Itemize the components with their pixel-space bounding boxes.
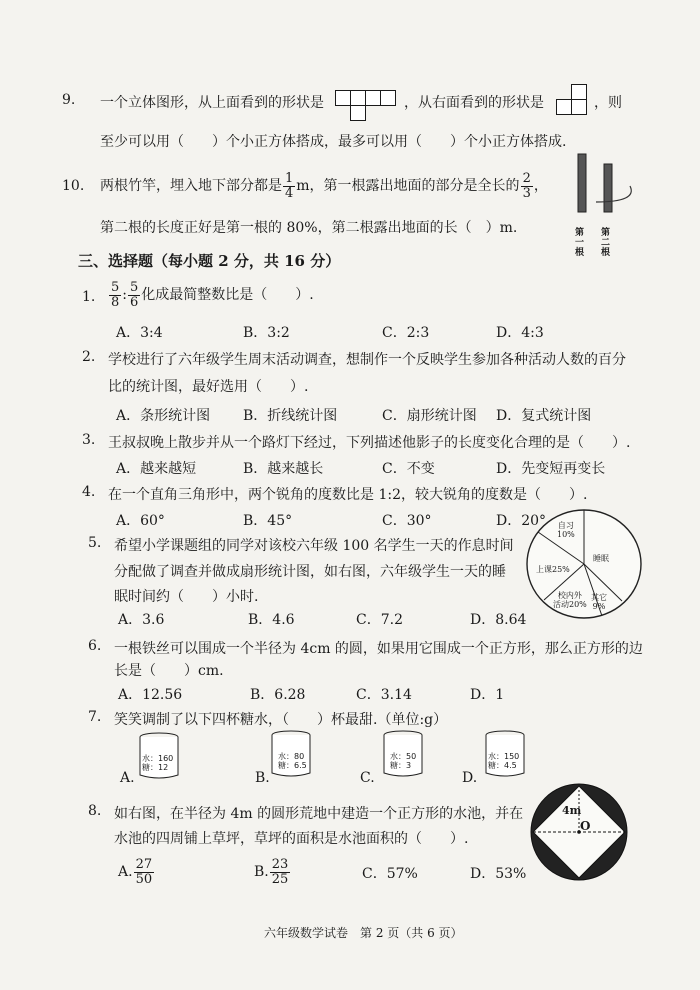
- c7-option-c[interactable]: C.: [360, 770, 375, 786]
- c8-option-a[interactable]: A. $\frac{27}{50}$: [118, 856, 153, 887]
- radius-label: 4m: [562, 804, 582, 817]
- pole-2: [604, 164, 612, 212]
- c8-option-b[interactable]: B. $\frac{23}{25}$: [254, 856, 289, 887]
- c5-line1: 希望小学课题组的同学对该校六年级 100 名学生一天的作息时间: [114, 538, 514, 554]
- c5-option-b[interactable]: B．4.6: [248, 612, 295, 628]
- cup-b-water: 水：80: [278, 752, 305, 761]
- cup-b: [270, 730, 312, 778]
- q10-line1: [100, 170, 548, 202]
- cup-d-water: 水：150: [488, 752, 520, 761]
- c1-stem: $\frac{5}{8}$ : $\frac{5}{6}$ 化成最简整数比是（ ）.: [111, 279, 314, 310]
- c8-option-c[interactable]: C．57%: [362, 866, 418, 882]
- c6-option-d[interactable]: D．1: [470, 687, 505, 703]
- c3-number: 3.: [82, 432, 96, 448]
- c2-line1: 学校进行了六年级学生周末活动调查，想制作一个反映学生参加各种活动人数的百分: [108, 352, 626, 368]
- c2-option-c[interactable]: C．扇形统计图: [382, 408, 477, 424]
- pie-label-activity: 校内外 活动20%: [553, 591, 587, 609]
- c5-line3: 眠时间约（ ）小时.: [114, 589, 259, 605]
- c4-option-d[interactable]: D．20°: [496, 513, 547, 529]
- q9-text-c: ，则: [594, 95, 622, 111]
- pie-label-other: 其它 9%: [591, 593, 607, 611]
- c1-option-a[interactable]: A．3:4: [116, 325, 163, 341]
- pie-label-self-study: 自习 10%: [557, 521, 575, 539]
- center-label: O: [580, 819, 591, 833]
- c5-option-a[interactable]: A．3.6: [118, 612, 165, 628]
- c2-option-b[interactable]: B．折线统计图: [243, 408, 338, 424]
- c7-option-a[interactable]: A.: [120, 770, 135, 786]
- cup-c-sugar: 糖：3: [390, 761, 412, 770]
- c7-number: 7.: [88, 709, 102, 725]
- c4-number: 4.: [82, 484, 96, 500]
- c7-option-b[interactable]: B.: [255, 770, 270, 786]
- page-footer: 六年级数学试卷 第 2 页（共 6 页）: [264, 926, 463, 940]
- c8-option-d[interactable]: D．53%: [470, 866, 527, 882]
- fraction-five-eighths: $\frac{5}{8}$: [111, 279, 120, 310]
- pole-1: [578, 154, 586, 212]
- q9-text-b: ，从右面看到的形状是: [404, 95, 544, 111]
- c4-option-c[interactable]: C．30°: [382, 513, 432, 529]
- cup-b-sugar: 糖：6.5: [278, 761, 307, 770]
- circle-square-figure: [527, 782, 631, 882]
- cup-d-sugar: 糖：4.5: [488, 761, 517, 770]
- cup-c: [382, 730, 424, 778]
- c1-option-b[interactable]: B．3:2: [243, 325, 290, 341]
- c3-option-d[interactable]: D．先变短再变长: [496, 461, 606, 477]
- q9-text-a: 一个立体图形，从上面看到的形状是: [100, 95, 324, 111]
- fraction-one-quarter: $\frac{1}{4}$: [285, 170, 294, 201]
- pie-label-class: 上课25%: [536, 565, 570, 574]
- q9-line2: 至少可以用（ ）个小正方体搭成，最多可以用（ ）个小正方体搭成.: [100, 134, 567, 150]
- c6-option-c[interactable]: C．3.14: [356, 687, 412, 703]
- cup-c-water: 水：50: [390, 752, 417, 761]
- fraction-23-25: $\frac{23}{25}$: [271, 856, 289, 887]
- q9-number: 9.: [62, 92, 76, 108]
- c7-option-d[interactable]: D.: [462, 770, 478, 786]
- c5-option-d[interactable]: D．8.64: [470, 612, 527, 628]
- pole-2-label: 第二根: [601, 228, 611, 258]
- right-view-figure: [556, 84, 590, 118]
- c8-number: 8.: [88, 803, 102, 819]
- c2-option-d[interactable]: D．复式统计图: [496, 408, 592, 424]
- c2-line2: 比的统计图，最好选用（ ）.: [108, 379, 309, 395]
- c7-line1: 笑笑调制了以下四杯糖水，（ ）杯最甜.（单位:g）: [114, 712, 448, 728]
- fraction-27-50: $\frac{27}{50}$: [135, 856, 153, 887]
- q10-text-b: m，第一根露出地面的部分是全长的: [296, 178, 520, 194]
- c6-line1: 一根铁丝可以围成一个半径为 4cm 的圆，如果用它围成一个正方形，那么正方形的边: [114, 641, 643, 657]
- pie-label-sleep: 睡眠: [593, 554, 609, 563]
- pole-1-label: 第一根: [575, 228, 585, 258]
- c8-line2: 水池的四周铺上草坪，草坪的面积是水池面积的（ ）.: [114, 831, 469, 847]
- c5-number: 5.: [88, 535, 102, 551]
- q10-number: 10.: [62, 178, 85, 194]
- fraction-two-thirds: $\frac{2}{3}$: [522, 170, 531, 201]
- fraction-five-sixths: $\frac{5}{6}$: [130, 279, 139, 310]
- cup-d: [484, 730, 526, 778]
- c3-line1: 王叔叔晚上散步并从一个路灯下经过，下列描述他影子的长度变化合理的是（ ）.: [108, 435, 631, 451]
- c6-option-a[interactable]: A．12.56: [118, 687, 183, 703]
- c6-option-b[interactable]: B．6.28: [250, 687, 306, 703]
- bamboo-poles-figure: [572, 150, 638, 228]
- c1-number: 1.: [82, 289, 96, 305]
- cup-a-water: 水：160: [142, 754, 174, 763]
- c1-option-c[interactable]: C．2:3: [382, 325, 430, 341]
- c6-line2: 长是（ ）cm.: [114, 663, 224, 679]
- q10-line2: 第二根的长度正好是第一根的 80%，第二根露出地面的长（ ）m.: [100, 220, 518, 236]
- c5-option-c[interactable]: C．7.2: [356, 612, 403, 628]
- c4-option-b[interactable]: B．45°: [243, 513, 293, 529]
- q10-text-c: ，: [533, 178, 548, 194]
- c2-number: 2.: [82, 349, 96, 365]
- section-title: 三、选择题（每小题 2 分，共 16 分）: [78, 252, 341, 270]
- ground-arc: [596, 186, 631, 202]
- c3-option-c[interactable]: C．不变: [382, 461, 435, 477]
- c3-option-b[interactable]: B．越来越长: [243, 461, 324, 477]
- c5-line2: 分配做了调查并做成扇形统计图，如右图，六年级学生一天的睡: [114, 564, 506, 580]
- c3-option-a[interactable]: A．越来越短: [116, 461, 197, 477]
- cup-a-sugar: 糖：12: [142, 763, 169, 772]
- cup-a: [138, 732, 180, 780]
- c8-line1: 如右图，在半径为 4m 的圆形荒地中建造一个正方形的水池，并在: [114, 806, 524, 822]
- c1-option-d[interactable]: D．4:3: [496, 325, 544, 341]
- c4-line1: 在一个直角三角形中，两个锐角的度数比是 1:2，较大锐角的度数是（ ）.: [108, 487, 588, 503]
- c4-option-a[interactable]: A．60°: [116, 513, 165, 529]
- c2-option-a[interactable]: A．条形统计图: [116, 408, 211, 424]
- top-view-figure: [335, 90, 401, 124]
- c6-number: 6.: [88, 638, 102, 654]
- q10-text-a: 两根竹竿，埋入地下部分都是: [100, 178, 282, 194]
